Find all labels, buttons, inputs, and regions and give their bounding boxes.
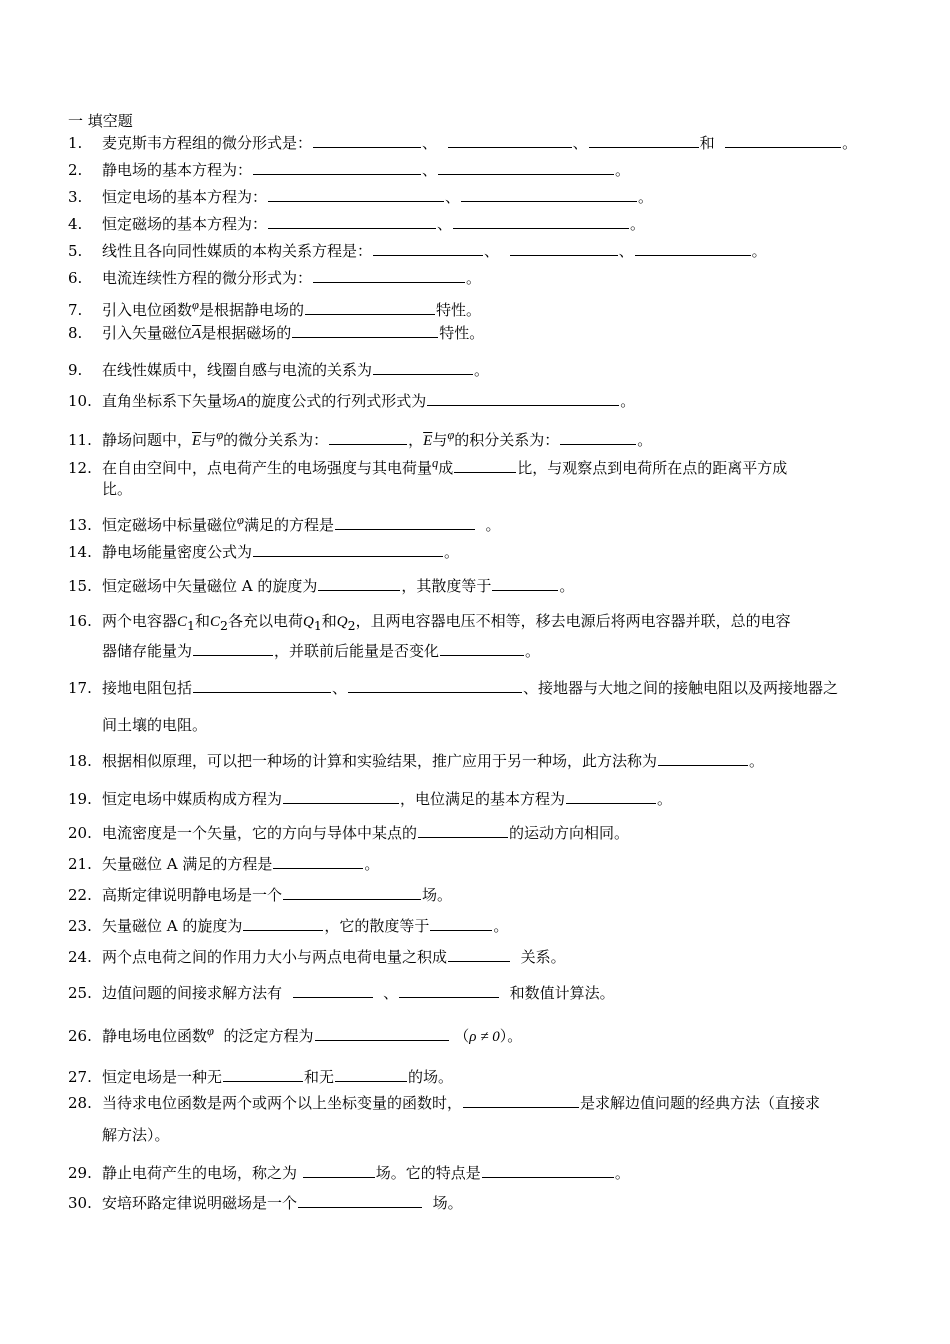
question-text: 关系。 xyxy=(520,948,566,966)
answer-blank[interactable] xyxy=(453,214,629,229)
question-text: 两个点电荷之间的作用力大小与两点电荷电量之积成 xyxy=(102,948,448,966)
question-text: 在自由空间中，点电荷产生的电场强度与其电荷量 xyxy=(102,459,433,477)
question-number: 2. xyxy=(68,161,83,179)
answer-blank[interactable] xyxy=(566,789,656,804)
question-text: 与 xyxy=(432,431,448,449)
answer-blank[interactable] xyxy=(418,823,508,838)
question-18 xyxy=(68,750,898,772)
answer-blank[interactable] xyxy=(268,187,444,202)
question-text: 与 xyxy=(201,431,217,449)
question-text: 、接地器与大地之间的接触电阻以及两接地器之 xyxy=(523,679,839,697)
rho-condition: ρ ≠ 0 xyxy=(469,1029,500,1045)
period: 。 xyxy=(749,752,765,770)
question-number: 26. xyxy=(68,1027,92,1045)
separator: 、 xyxy=(383,984,399,1002)
answer-blank[interactable] xyxy=(273,854,363,869)
question-text: 当待求电位函数是两个或两个以上坐标变量的函数时， xyxy=(102,1094,463,1112)
question-text: 高斯定律说明静电场是一个 xyxy=(102,886,283,904)
answer-blank[interactable] xyxy=(268,214,436,229)
phi-symbol: φ xyxy=(237,513,244,527)
period: 。 xyxy=(630,215,646,233)
question-text: 根据相似原理，可以把一种场的计算和实验结果，推广应用于另一种场，此方法称为 xyxy=(102,752,658,770)
c-symbol: C xyxy=(210,614,221,630)
question-number: 28. xyxy=(68,1094,92,1112)
paren-open: （ xyxy=(454,1027,470,1045)
question-number: 11. xyxy=(68,431,92,449)
question-text: 成 xyxy=(438,459,454,477)
question-17-continuation xyxy=(68,714,932,736)
question-number: 6. xyxy=(68,269,83,287)
question-text: 矢量磁位 A 满足的方程是 xyxy=(102,855,273,873)
answer-blank[interactable] xyxy=(448,947,510,962)
question-number: 4. xyxy=(68,215,83,233)
answer-blank[interactable] xyxy=(454,458,516,473)
question-text: 和无 xyxy=(304,1068,335,1086)
question-text: 恒定电场中媒质构成方程为 xyxy=(102,790,283,808)
question-text: 各充以电荷 xyxy=(227,612,303,630)
question-text: 恒定电场的基本方程为： xyxy=(102,188,268,206)
question-27 xyxy=(68,1066,898,1088)
answer-blank[interactable] xyxy=(461,187,637,202)
question-29 xyxy=(68,1162,898,1184)
question-text: 安培环路定律说明磁场是一个 xyxy=(102,1194,298,1212)
question-21 xyxy=(68,853,898,875)
answer-blank[interactable] xyxy=(510,241,618,256)
period: 。 xyxy=(842,134,858,152)
separator: 、 xyxy=(422,161,438,179)
question-2 xyxy=(68,159,898,181)
question-text: 电流密度是一个矢量，它的方向与导体中某点的 xyxy=(102,824,418,842)
question-text: 比，与观察点到电荷所在点的距离平方成 xyxy=(517,459,788,477)
subscript: 2 xyxy=(220,618,228,633)
question-text: 引入矢量磁位 xyxy=(102,324,193,342)
period: 。 xyxy=(444,543,460,561)
question-text: 和 xyxy=(194,612,210,630)
separator: 、 xyxy=(437,215,453,233)
question-text: ，它的散度等于 xyxy=(324,917,430,935)
question-30 xyxy=(68,1192,898,1214)
separator: ， xyxy=(408,431,424,449)
question-text: 间土壤的电阻。 xyxy=(102,716,208,734)
question-25 xyxy=(68,982,898,1004)
question-text: 场。 xyxy=(432,1194,463,1212)
question-text: 和 xyxy=(321,612,337,630)
answer-blank[interactable] xyxy=(335,1067,407,1082)
question-number: 14. xyxy=(68,543,92,561)
question-text: 是根据磁场的 xyxy=(201,324,292,342)
question-number: 9. xyxy=(68,361,83,379)
question-text: 的泛定方程为 xyxy=(223,1027,314,1045)
question-28-continuation xyxy=(68,1124,932,1146)
question-text: 恒定磁场中标量磁位 xyxy=(102,516,238,534)
question-text: 直角坐标系下矢量场 xyxy=(102,392,238,410)
question-3 xyxy=(68,186,898,208)
q-symbol: Q xyxy=(336,614,348,630)
vector-a-symbol: A xyxy=(237,394,247,410)
question-text: ，电位满足的基本方程为 xyxy=(400,790,566,808)
question-text: 边值问题的间接求解方法有 xyxy=(102,984,283,1002)
question-8 xyxy=(68,322,898,345)
answer-blank[interactable] xyxy=(318,576,400,591)
question-text: 接地电阻包括 xyxy=(102,679,193,697)
period: 。 xyxy=(638,188,654,206)
question-text: 的场。 xyxy=(408,1068,454,1086)
question-number: 18. xyxy=(68,752,92,770)
question-text: 电流连续性方程的微分形式为： xyxy=(102,269,313,287)
question-text: 静场问题中， xyxy=(102,431,193,449)
answer-blank[interactable] xyxy=(348,678,522,693)
phi-symbol: φ xyxy=(207,1024,214,1038)
answer-blank[interactable] xyxy=(298,1193,422,1208)
question-number: 10. xyxy=(68,392,92,410)
question-number: 5. xyxy=(68,242,83,260)
period: 。 xyxy=(614,1164,630,1182)
subscript: 1 xyxy=(313,618,322,633)
conjunction: 和 xyxy=(699,134,715,152)
answer-blank[interactable] xyxy=(440,641,524,656)
question-text: 比。 xyxy=(102,480,133,498)
question-24 xyxy=(68,946,898,968)
answer-blank[interactable] xyxy=(292,323,438,338)
question-20 xyxy=(68,822,898,844)
question-text: 线性且各向同性媒质的本构关系方程是： xyxy=(102,242,373,260)
period: 。 xyxy=(751,242,767,260)
question-6 xyxy=(68,267,898,289)
question-9 xyxy=(68,359,898,381)
answer-blank[interactable] xyxy=(463,1093,579,1108)
question-1 xyxy=(68,132,898,154)
question-text: 恒定磁场的基本方程为： xyxy=(102,215,268,233)
answer-blank[interactable] xyxy=(438,160,614,175)
question-text: 引入电位函数 xyxy=(102,301,193,319)
answer-blank[interactable] xyxy=(635,241,751,256)
answer-blank[interactable] xyxy=(329,430,407,445)
answer-blank[interactable] xyxy=(293,983,373,998)
question-text: 恒定磁场中矢量磁位 A 的旋度为 xyxy=(102,577,318,595)
period: 。 xyxy=(637,431,653,449)
separator: 、 xyxy=(422,134,438,152)
question-number: 15. xyxy=(68,577,92,595)
question-number: 13. xyxy=(68,516,92,534)
question-number: 19. xyxy=(68,790,92,808)
question-number: 1. xyxy=(68,134,83,152)
vector-e-symbol: $\overline{E}$ xyxy=(423,433,433,449)
answer-blank[interactable] xyxy=(589,133,699,148)
answer-blank[interactable] xyxy=(560,430,636,445)
subscript: 1 xyxy=(187,618,195,633)
question-text: 矢量磁位 A 的旋度为 xyxy=(102,917,243,935)
question-17 xyxy=(68,677,898,699)
question-22 xyxy=(68,884,898,906)
question-4 xyxy=(68,213,898,235)
separator: 、 xyxy=(572,134,588,152)
question-number: 25. xyxy=(68,984,92,1002)
answer-blank[interactable] xyxy=(283,885,421,900)
separator: 、 xyxy=(332,679,348,697)
question-text: 器储存能量为 xyxy=(102,642,193,660)
question-text: 的积分关系为： xyxy=(454,431,560,449)
answer-blank[interactable] xyxy=(725,133,841,148)
question-number: 7. xyxy=(68,301,83,319)
q-symbol: q xyxy=(432,456,439,470)
answer-blank[interactable] xyxy=(303,1163,375,1178)
question-text: 静止电荷产生的电场，称之为 xyxy=(102,1164,298,1182)
question-text: 静电场的基本方程为： xyxy=(102,161,253,179)
answer-blank[interactable] xyxy=(305,300,435,315)
answer-blank[interactable] xyxy=(315,1026,449,1041)
answer-blank[interactable] xyxy=(243,916,323,931)
question-12-continuation xyxy=(68,478,932,500)
question-number: 23. xyxy=(68,917,92,935)
period: 。 xyxy=(474,361,490,379)
question-text: 麦克斯韦方程组的微分形式是： xyxy=(102,134,313,152)
answer-blank[interactable] xyxy=(427,391,619,406)
question-7 xyxy=(68,294,898,321)
period: 。 xyxy=(615,161,631,179)
question-text: ，且两电容器电压不相等，移去电源后将两电容器并联，总的电容 xyxy=(355,612,791,630)
period: 。 xyxy=(525,642,541,660)
answer-blank[interactable] xyxy=(253,160,421,175)
period: 。 xyxy=(657,790,673,808)
question-11 xyxy=(68,424,898,452)
period: 。 xyxy=(485,516,501,534)
question-number: 29. xyxy=(68,1164,92,1182)
question-text: ，其散度等于 xyxy=(401,577,492,595)
question-number: 8. xyxy=(68,324,83,342)
question-10 xyxy=(68,390,898,413)
question-text: 的微分关系为： xyxy=(223,431,329,449)
period: 。 xyxy=(364,855,380,873)
question-number: 20. xyxy=(68,824,92,842)
question-26 xyxy=(68,1020,898,1048)
question-28 xyxy=(68,1092,898,1114)
paren-close: ）。 xyxy=(499,1027,523,1045)
question-16 xyxy=(68,610,898,637)
question-text: 是根据静电场的 xyxy=(198,301,304,319)
question-13 xyxy=(68,509,898,536)
phi-symbol: φ xyxy=(192,298,199,312)
period: 。 xyxy=(466,269,482,287)
question-text: ，并联前后能量是否变化 xyxy=(274,642,440,660)
section-heading: 一 填空题 xyxy=(68,112,133,130)
question-text: 静电场能量密度公式为 xyxy=(102,543,253,561)
answer-blank[interactable] xyxy=(430,916,492,931)
question-text: 是求解边值问题的经典方法（直接求 xyxy=(580,1094,821,1112)
question-text: 静电场电位函数 xyxy=(102,1027,208,1045)
question-5 xyxy=(68,240,898,262)
question-text: 在线性媒质中，线圈自感与电流的关系为 xyxy=(102,361,373,379)
answer-blank[interactable] xyxy=(373,241,483,256)
vector-a-symbol: $\overline{A}$ xyxy=(192,326,202,342)
question-text: 特性。 xyxy=(439,324,485,342)
separator: 、 xyxy=(445,188,461,206)
question-text: 特性。 xyxy=(435,301,481,319)
question-number: 24. xyxy=(68,948,92,966)
answer-blank[interactable] xyxy=(448,133,572,148)
question-text: 的运动方向相同。 xyxy=(509,824,630,842)
question-19 xyxy=(68,788,898,810)
answer-blank[interactable] xyxy=(283,789,399,804)
answer-blank[interactable] xyxy=(658,751,748,766)
answer-blank[interactable] xyxy=(373,360,473,375)
subscript: 2 xyxy=(347,618,356,633)
period: 。 xyxy=(620,392,636,410)
answer-blank[interactable] xyxy=(482,1163,614,1178)
answer-blank[interactable] xyxy=(193,641,273,656)
question-text: 恒定电场是一种无 xyxy=(102,1068,223,1086)
answer-blank[interactable] xyxy=(335,515,475,530)
question-number: 17. xyxy=(68,679,92,697)
q-symbol: Q xyxy=(302,614,314,630)
question-text: 和数值计算法。 xyxy=(509,984,615,1002)
vector-e-symbol: $\overline{E}$ xyxy=(192,433,202,449)
phi-symbol: φ xyxy=(447,428,455,442)
answer-blank[interactable] xyxy=(253,542,443,557)
question-14 xyxy=(68,541,898,563)
period: 。 xyxy=(559,577,575,595)
question-number: 30. xyxy=(68,1194,92,1212)
question-text: 解方法）。 xyxy=(102,1126,170,1144)
phi-symbol: φ xyxy=(216,428,224,442)
question-number: 21. xyxy=(68,855,92,873)
question-text: 两个电容器 xyxy=(102,612,178,630)
answer-blank[interactable] xyxy=(223,1067,303,1082)
question-text: 场。它的特点是 xyxy=(375,1164,481,1182)
question-number: 12. xyxy=(68,459,92,477)
question-number: 22. xyxy=(68,886,92,904)
answer-blank[interactable] xyxy=(313,268,465,283)
answer-blank[interactable] xyxy=(193,678,331,693)
question-text: 场。 xyxy=(422,886,453,904)
question-23 xyxy=(68,915,898,937)
question-16-continuation xyxy=(68,640,932,662)
answer-blank[interactable] xyxy=(399,983,499,998)
question-15 xyxy=(68,575,898,597)
question-number: 3. xyxy=(68,188,83,206)
answer-blank[interactable] xyxy=(313,133,421,148)
question-number: 16. xyxy=(68,612,92,630)
question-text: 的旋度公式的行列式形式为 xyxy=(246,392,427,410)
answer-blank[interactable] xyxy=(492,576,558,591)
period: 。 xyxy=(493,917,509,935)
question-text: 满足的方程是 xyxy=(243,516,334,534)
question-12 xyxy=(68,452,898,479)
separator: 、 xyxy=(484,242,500,260)
c-symbol: C xyxy=(177,614,188,630)
separator: 、 xyxy=(618,242,634,260)
question-number: 27. xyxy=(68,1068,92,1086)
